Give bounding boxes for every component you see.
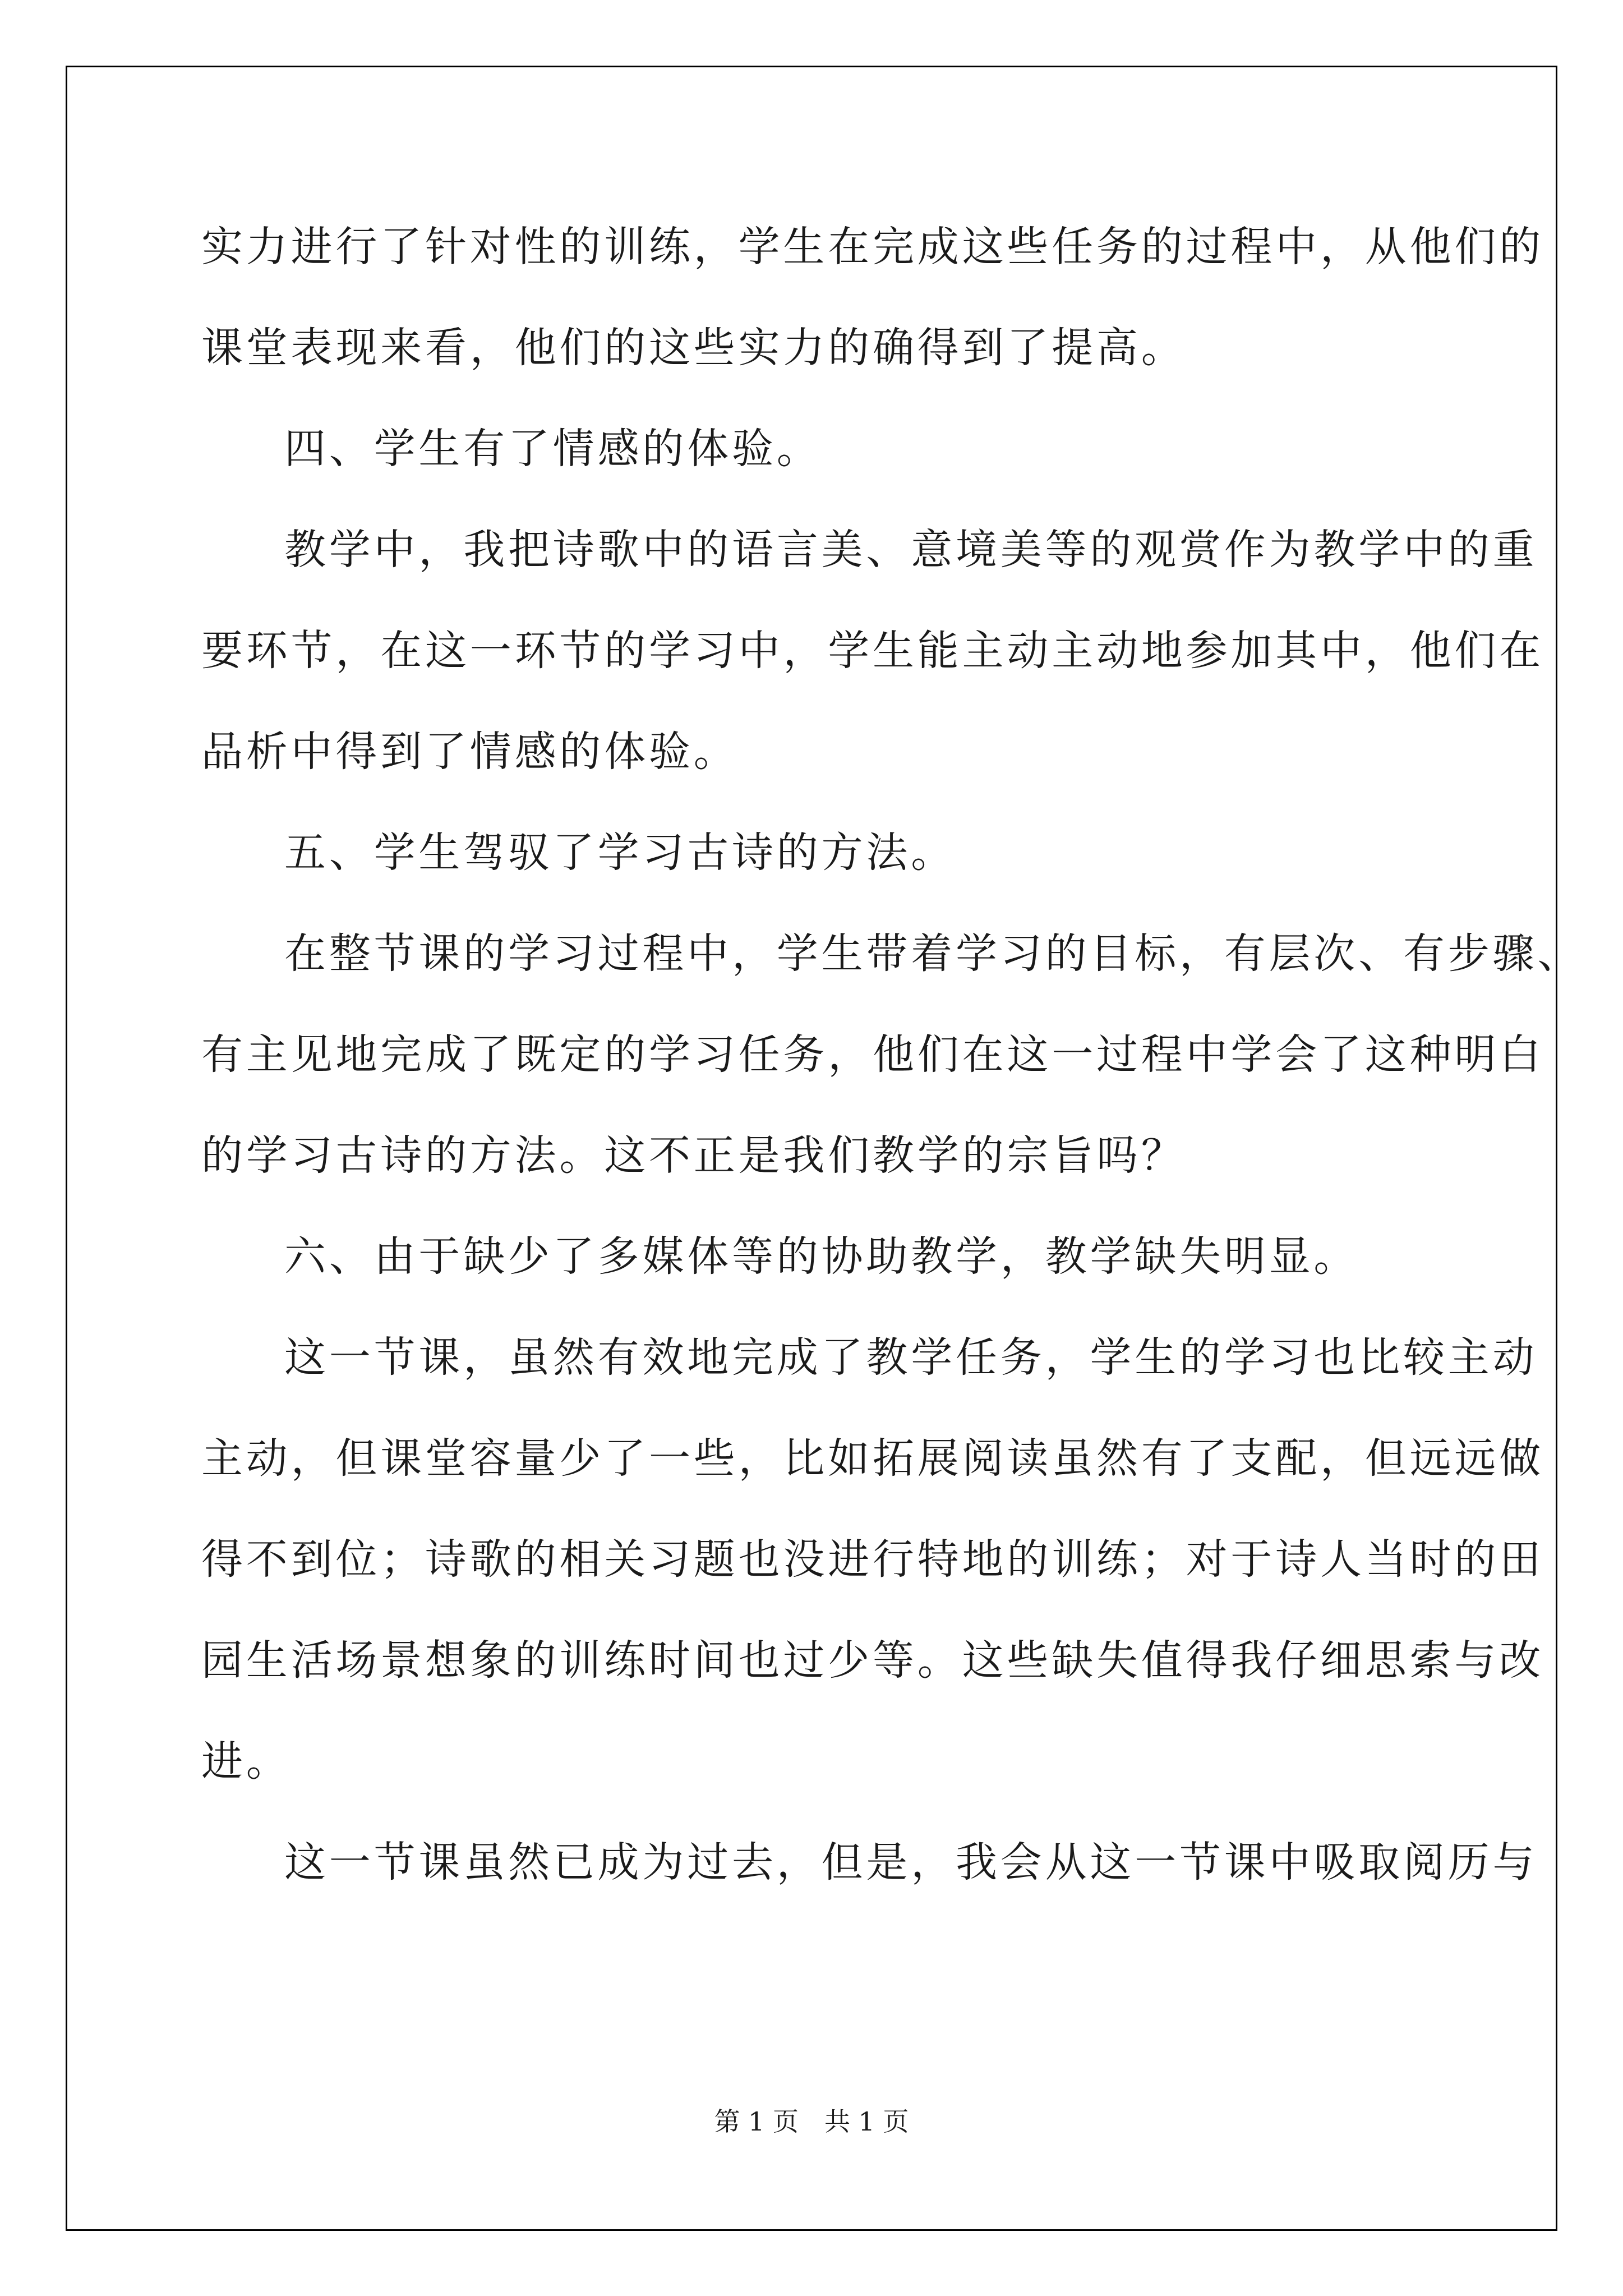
text-line: 的学习古诗的方法。这不正是我们教学的宗旨吗？ (201, 1131, 1186, 1180)
section-heading: 四、学生有了情感的体验。 (284, 425, 822, 473)
text-line: 得不到位；诗歌的相关习题也没进行特地的训练；对于诗人当时的田 (201, 1535, 1544, 1584)
section-heading: 六、由于缺少了多媒体等的协助教学，教学缺失明显。 (284, 1232, 1359, 1281)
text-line: 这一节课，虽然有效地完成了教学任务，学生的学习也比较主动 (284, 1333, 1538, 1382)
text-line: 园生活场景想象的训练时间也过少等。这些缺失值得我仔细思索与改 (201, 1636, 1544, 1685)
text-line: 教学中，我把诗歌中的语言美、意境美等的观赏作为教学中的重 (284, 526, 1538, 574)
page-number-footer: 第 1 页 共 1 页 (714, 2106, 909, 2137)
text-line: 要环节，在这一环节的学习中，学生能主动主动地参加其中，他们在 (201, 627, 1544, 675)
text-line: 课堂表现来看，他们的这些实力的确得到了提高。 (201, 324, 1186, 372)
text-line: 有主见地完成了既定的学习任务，他们在这一过程中学会了这种明白 (201, 1030, 1544, 1079)
section-heading: 五、学生驾驭了学习古诗的方法。 (284, 829, 956, 877)
text-line: 主动，但课堂容量少了一些，比如拓展阅读虽然有了支配，但远远做 (201, 1434, 1544, 1483)
text-line: 在整节课的学习过程中，学生带着学习的目标，有层次、有步骤、 (284, 930, 1583, 978)
text-line: 实力进行了针对性的训练，学生在完成这些任务的过程中，从他们的 (201, 223, 1544, 271)
text-line: 进。 (201, 1737, 291, 1786)
text-line: 品析中得到了情感的体验。 (201, 728, 739, 776)
text-line: 这一节课虽然已成为过去，但是，我会从这一节课中吸取阅历与 (284, 1838, 1538, 1887)
